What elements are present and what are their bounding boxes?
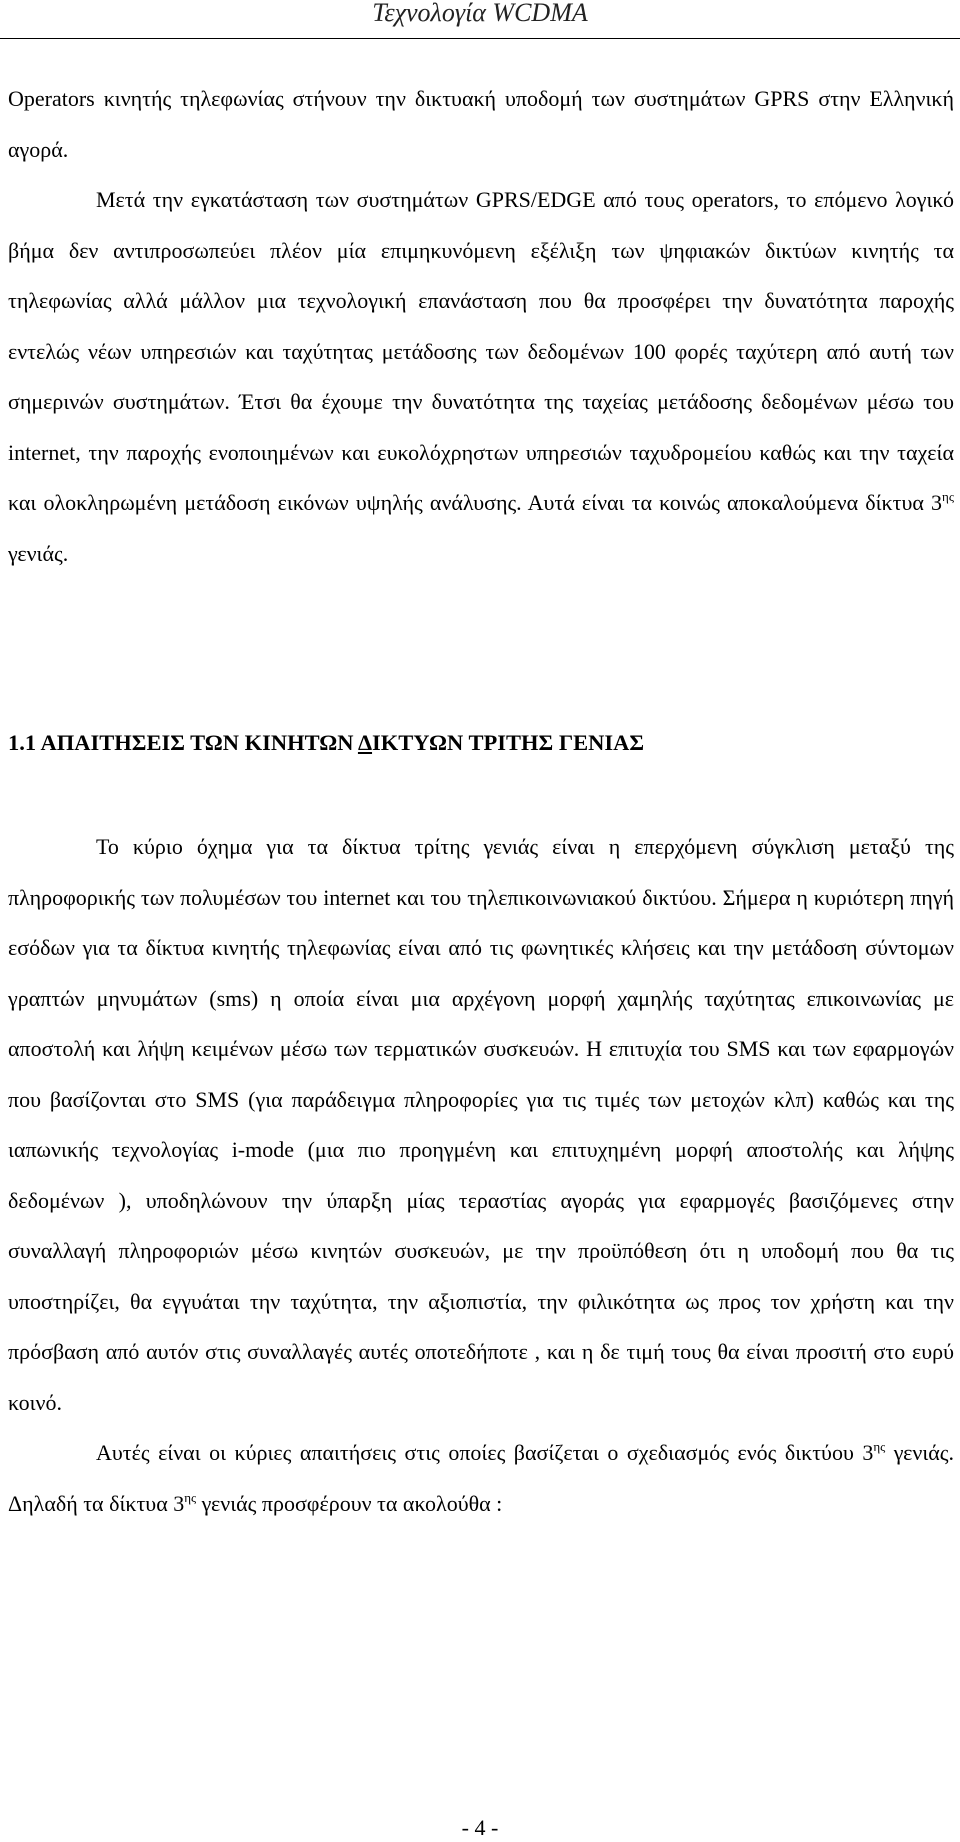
section-title-underlined: Δ (357, 730, 373, 755)
ordinal-superscript: ης (184, 1489, 197, 1505)
header-title: Τεχνολογία WCDMA (372, 0, 588, 27)
intro-paragraph-2 (8, 175, 954, 579)
ordinal-superscript: ης (873, 1439, 886, 1454)
requirements-paragraph-2-part-2: γενιάς. Δηλαδή τα δίκτυα 3 (8, 1440, 954, 1516)
requirements-paragraph-2-part-3: γενιάς προσφέρουν τα ακολούθα : (196, 1490, 503, 1516)
section-number: 1.1 (8, 730, 41, 755)
section-title-part-b: ΙΚΤΥΩΝ ΤΡΙΤΗΣ ΓΕΝΙΑΣ (372, 730, 645, 755)
page-header (0, 0, 960, 39)
intro-paragraph-2-text: Μετά την εγκατάσταση των συστημάτων GPRS/EDGE από τους operators, το επόμενο λογικό βήμα δεν αντιπροσωπεύει πλέον μία επιμηκυνόμενη εξέλιξη των ψηφιακών δικτύων κινητής τα τηλεφωνίας αλλά μάλλον μια τεχνολογική επανάσταση που θα προσφέρει την δυνατότητα παροχής εντελώς νέων υπηρεσιών και ταχύτητας μετάδοσης των δεδομένων 100 φορές ταχύτερη από αυτή των σημερινών συστημάτων. Έτσι θα έχουμε την δυνατότητα της ταχείας μετάδοσης δεδομένων μέσω του internet, την παροχής ενοποιημένων και ευκολόχρηστων υπηρεσιών ταχυδρομείου καθώς και την ταχεία και ολοκληρωμένη μετάδοση εικόνων υψηλής ανάλυσης. Αυτά είναι τα κοινώς αποκαλούμενα δίκτυα 3 (8, 187, 954, 515)
requirements-paragraph-2 (8, 1428, 954, 1529)
intro-paragraph-2-end: γενιάς. (8, 540, 69, 566)
requirements-section (8, 822, 954, 1529)
section-heading (8, 728, 644, 758)
requirements-paragraph-2-part-1: Αυτές είναι οι κύριες απαιτήσεις στις οποίες βασίζεται ο σχεδιασμός ενός δικτύου 3 (96, 1440, 874, 1465)
page-number: - 4 - (461, 1815, 499, 1840)
intro-section (8, 74, 954, 579)
requirements-paragraph-1: Το κύριο όχημα για τα δίκτυα τρίτης γενιάς είναι η επερχόμενη σύγκλιση μεταξύ της πληροφορικής των πολυμέσων του internet και του τηλεπικοινωνιακού δικτύου. Σήμερα η κυριότερη πηγή εσόδων για τα δίκτυα κινητής τηλεφωνίας είναι από τις φωνητικές κλήσεις και την μετάδοση σύντομων γραπτών μηνυμάτων (sms) η οποία είναι μια αρχέγονη μορφή χαμηλής ταχύτητας επικοινωνίας με αποστολή και λήψη κειμένων μέσω των τερματικών συσκευών. Η επιτυχία του SMS και των εφαρμογών που βασίζονται στο SMS (για παράδειγμα πληροφορίες για τις τιμές των μετοχών κλπ) καθώς και της ιαπωνικής τεχνολογίας i-mode (μια πιο προηγμένη και επιτυχημένη μορφή αποστολής και λήψης δεδομένων ), υποδηλώνουν την ύπαρξη μίας τεραστίας αγοράς για εφαρμογές βασιζόμενες στην συναλλαγή πληροφοριών μέσω κινητών συσκευών, με την προϋπόθεση ότι η υποδομή που θα τις υποστηρίζει, θα εγγυάται την ταχύτητα, την αξιοπιστία, την φιλικότητα ως προς τον χρήστη και την πρόσβαση από αυτόν στις συναλλαγές αυτές οποτεδήποτε , και η δε τιμή τους θα είναι προσιτή στο ευρύ κοινό. (8, 834, 954, 1415)
intro-paragraph-1: Operators κινητής τηλεφωνίας στήνουν την δικτυακή υποδομή των συστημάτων GPRS στην Ελληνική αγορά. (8, 86, 954, 162)
ordinal-superscript: ης (942, 489, 954, 504)
section-title-part-a: ΑΠΑΙΤΗΣΕΙΣ ΤΩΝ ΚΙΝΗΤΩΝ (40, 730, 358, 755)
